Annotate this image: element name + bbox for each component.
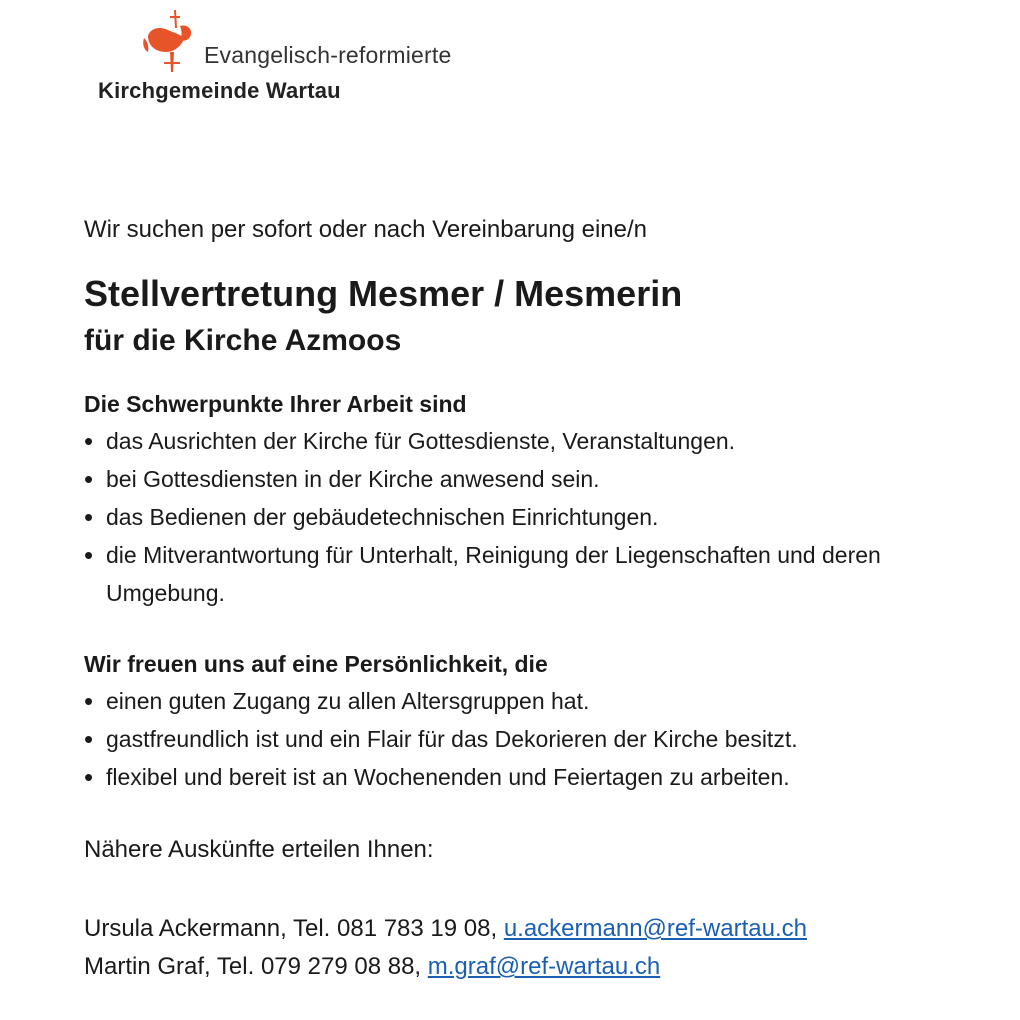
info-text: Nähere Auskünfte erteilen Ihnen: xyxy=(84,836,434,863)
list-item: • das Ausrichten der Kirche für Gottesdienste, Veranstaltungen. xyxy=(84,422,984,460)
org-name-line1: Evangelisch-reformierte xyxy=(204,42,452,68)
tasks-section xyxy=(84,386,984,612)
contact-row xyxy=(84,948,984,986)
job-title: Stellvertretung Mesmer / Mesmerin xyxy=(84,273,683,314)
church-logo xyxy=(96,4,496,104)
list-item: • bei Gottesdiensten in der Kirche anwesend sein. xyxy=(84,460,984,498)
rooster-icon xyxy=(140,6,200,74)
tasks-list xyxy=(84,422,984,612)
job-subtitle: für die Kirche Azmoos xyxy=(84,324,402,357)
list-item: • das Bedienen der gebäudetechnischen Einrichtungen. xyxy=(84,498,984,536)
intro-text: Wir suchen per sofort oder nach Vereinbarung eine/n xyxy=(84,216,648,243)
org-name-line2: Kirchgemeinde Wartau xyxy=(98,78,341,103)
email-link[interactable]: m.graf@ref-wartau.ch xyxy=(427,953,661,980)
email-link[interactable]: u.ackermann@ref-wartau.ch xyxy=(503,915,807,942)
contact-row xyxy=(84,910,984,948)
contact-name-phone: Martin Graf, Tel. 079 279 08 88, xyxy=(84,953,428,980)
list-item: • flexibel und bereit ist an Wochenenden und Feiertagen zu arbeiten. xyxy=(84,758,984,796)
profile-list xyxy=(84,682,984,796)
list-item: • einen guten Zugang zu allen Altersgruppen hat. xyxy=(84,682,984,720)
profile-section xyxy=(84,646,984,796)
contact-name-phone: Ursula Ackermann, Tel. 081 783 19 08, xyxy=(84,915,504,942)
profile-heading: Wir freuen uns auf eine Persönlichkeit, die xyxy=(84,651,548,677)
list-item: • gastfreundlich ist und ein Flair für das Dekorieren der Kirche besitzt. xyxy=(84,720,984,758)
tasks-heading: Die Schwerpunkte Ihrer Arbeit sind xyxy=(84,391,467,417)
contact-list xyxy=(84,910,984,986)
job-ad xyxy=(84,212,984,986)
list-item: • die Mitverantwortung für Unterhalt, Reinigung der Liegenschaften und deren Umgebung. xyxy=(84,536,956,612)
